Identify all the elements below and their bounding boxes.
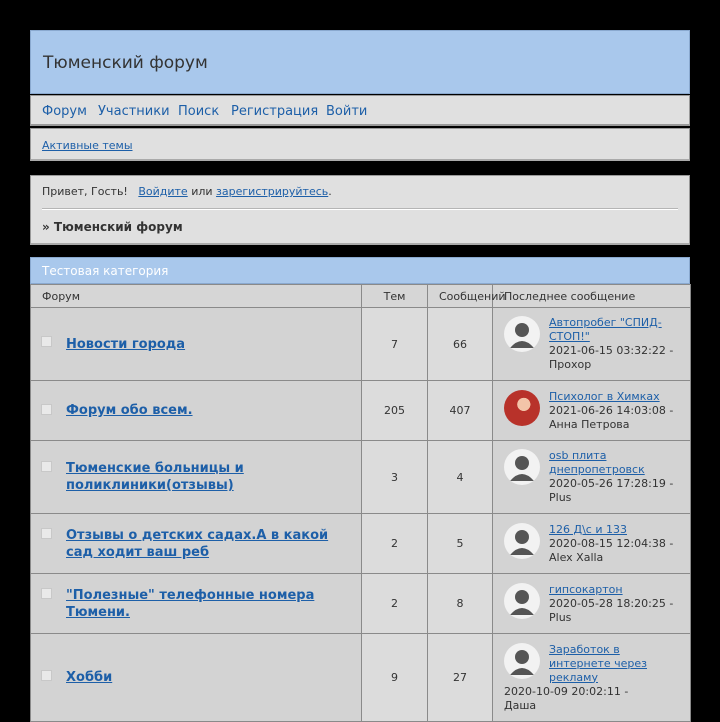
forum-link[interactable]: Форум обо всем. [66,403,193,418]
posts-count: 8 [428,574,493,634]
topics-count: 3 [362,441,428,514]
last-post-author: Анна Петрова [549,417,630,431]
last-post-cell [493,381,691,441]
user-avatar-icon[interactable] [504,643,540,679]
last-topic-link[interactable]: 126 Д\с и 133 [549,522,627,536]
last-post-date: 2020-05-28 18:20:25 - [549,596,674,610]
last-topic-link[interactable]: гипсокартон [549,582,623,596]
last-post-date: 2020-05-26 17:28:19 - [549,477,674,490]
register-link[interactable]: зарегистрируйтесь [216,185,329,198]
topics-count: 2 [362,514,428,574]
nav-search[interactable]: Поиск [178,104,220,119]
table-row [31,574,691,634]
forum-cell [31,574,362,634]
posts-count: 5 [428,514,493,574]
last-post-cell [493,574,691,634]
user-avatar-icon[interactable] [504,390,540,426]
login-link[interactable]: Войдите [138,185,188,198]
forum-cell [31,381,362,441]
posts-count: 66 [428,308,493,381]
col-last-post: Последнее сообщение [493,285,691,308]
user-avatar-icon[interactable] [504,523,540,559]
forum-status-icon [41,336,52,347]
last-post-date: 2020-08-15 12:04:38 - [549,536,674,550]
table-row [31,514,691,574]
sub-nav [30,128,690,161]
forum-link[interactable]: Хобби [66,670,113,685]
divider [42,208,678,210]
site-title[interactable]: Тюменский форум [43,53,208,73]
topics-count: 7 [362,308,428,381]
forum-cell [31,441,362,514]
category-header [30,257,690,284]
forum-table [30,284,690,722]
forum-link[interactable]: Тюменские больницы и поликлиники(отзывы) [66,461,244,493]
last-post-author: Прохор [549,358,592,371]
last-topic-link[interactable]: Заработок в интернете через рекламу [549,642,647,684]
posts-count: 407 [428,381,493,441]
forum-link[interactable]: Новости города [66,336,186,352]
col-forum: Форум [31,285,362,308]
nav-register[interactable]: Регистрация [231,104,319,119]
table-row [31,308,691,381]
site-header [30,30,690,94]
last-topic-link[interactable]: Психолог в Химках [549,389,660,403]
forum-cell [31,634,362,722]
forum-status-icon [41,404,52,415]
welcome-box [30,175,690,245]
last-topic-link[interactable]: Автопробег "СПИД-СТОП!" [549,316,662,343]
topics-count: 205 [362,381,428,441]
last-post-author: Alex Xalla [549,550,604,564]
last-post-author: Plus [549,610,572,624]
forum-status-icon [41,670,52,681]
period-text: . [328,185,332,198]
table-row [31,441,691,514]
topics-count: 2 [362,574,428,634]
last-post-cell [493,308,691,381]
last-post-cell [493,514,691,574]
last-post-date: 2020-10-09 20:02:11 - [504,684,629,698]
last-post-cell [493,441,691,514]
nav-forum[interactable]: Форум [42,104,87,119]
greeting-text: Привет, Гость! [42,185,128,198]
or-text: или [191,185,213,198]
category-title: Тестовая категория [42,264,169,278]
table-header-row [31,285,691,308]
breadcrumb: » Тюменский форум [42,220,183,234]
greeting-line [42,185,332,198]
table-row [31,634,691,722]
last-post-cell [493,634,691,722]
user-avatar-icon[interactable] [504,449,540,485]
user-avatar-icon[interactable] [504,316,540,352]
last-topic-link[interactable]: osb плита днепропетровск [549,449,645,476]
last-post-author: Plus [549,491,572,504]
nav-login[interactable]: Войти [326,104,368,119]
main-nav [30,95,690,126]
col-posts: Сообщений [428,285,493,308]
forum-status-icon [41,588,52,599]
last-post-date: 2021-06-15 03:32:22 - [549,344,674,357]
user-avatar-icon[interactable] [504,583,540,619]
table-row [31,381,691,441]
last-post-date: 2021-06-26 14:03:08 - [549,403,674,417]
forum-cell [31,308,362,381]
forum-cell [31,514,362,574]
active-topics-link[interactable]: Активные темы [42,139,133,152]
forum-status-icon [41,461,52,472]
forum-status-icon [41,528,52,539]
posts-count: 27 [428,634,493,722]
nav-members[interactable]: Участники [98,104,170,119]
last-post-author: Даша [504,698,537,712]
forum-link[interactable]: Отзывы о детских садах.А в какой сад ходит ваш реб [66,527,329,560]
posts-count: 4 [428,441,493,514]
col-topics: Тем [362,285,428,308]
forum-link[interactable]: "Полезные" телефонные номера Тюмени. [66,587,315,620]
topics-count: 9 [362,634,428,722]
